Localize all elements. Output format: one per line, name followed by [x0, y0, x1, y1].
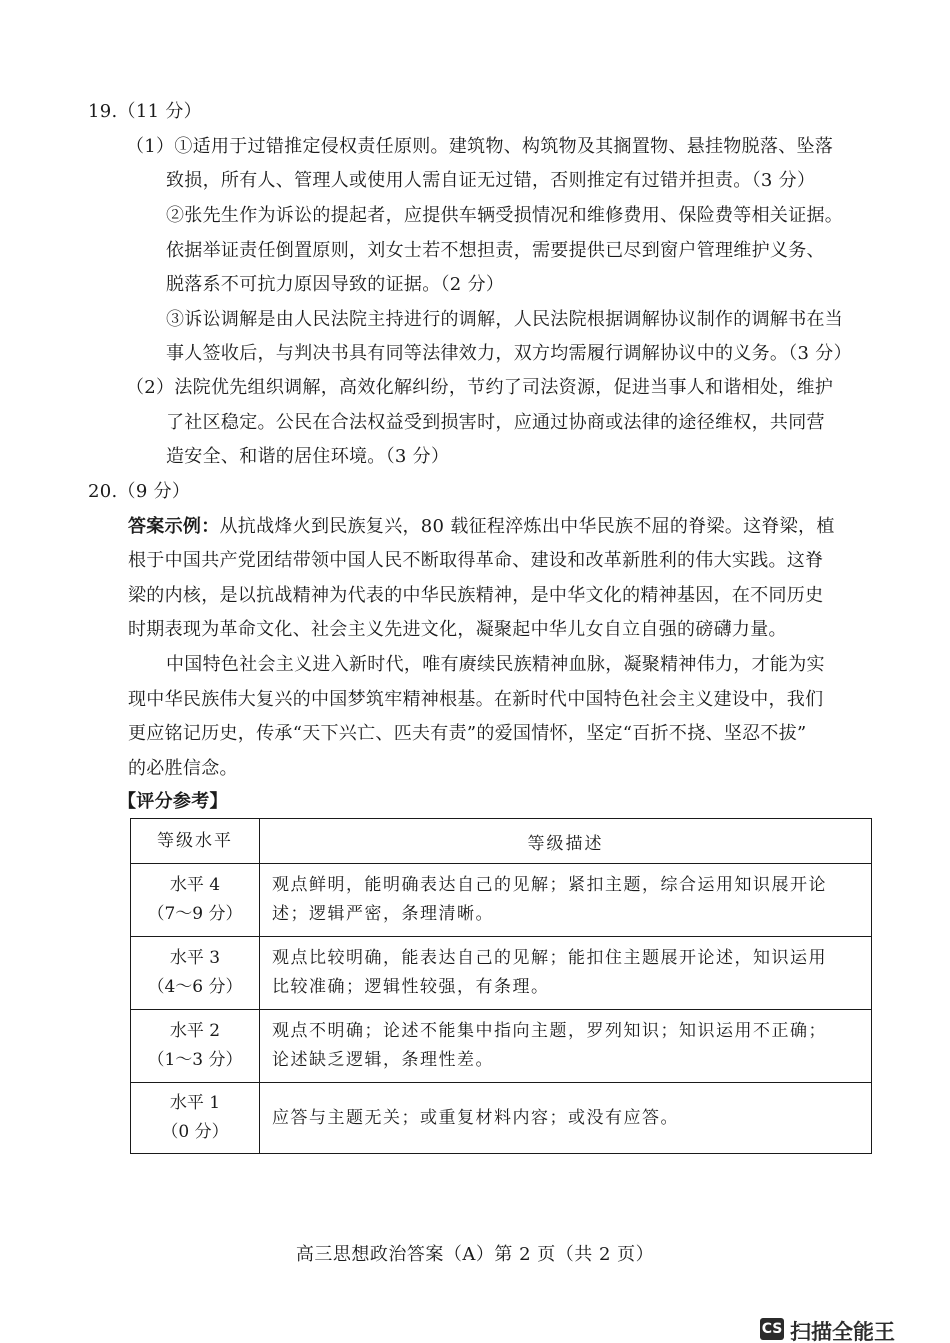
description-line: 观点不明确；论述不能集中指向主题，罗列知识；知识运用不正确； [272, 1021, 827, 1041]
description-cell [260, 937, 872, 1010]
q19-p2-line: （2）法院优先组织调解，高效化解纠纷，节约了司法资源，促进当事人和谐相处，维护 [126, 377, 834, 398]
grading-table [130, 818, 872, 1154]
table-header-description: 等级描述 [260, 819, 872, 864]
description-line: 观点鲜明，能明确表达自己的见解；紧扣主题，综合运用知识展开论 [272, 875, 827, 895]
q19-p1-line: 事人签收后，与判决书具有同等法律效力，双方均需履行调解协议中的义务。（3 分） [166, 343, 852, 364]
grading-reference-title: 【评分参考】 [118, 791, 228, 812]
q19-p1-line: 脱落系不可抗力原因导致的证据。（2 分） [166, 274, 505, 295]
table-header-row [131, 819, 872, 864]
page-footer: 高三思想政治答案（A）第 2 页（共 2 页） [295, 1244, 655, 1265]
level-name: 水平 3 [169, 948, 221, 968]
level-name: 水平 1 [169, 1093, 221, 1113]
table-row [131, 937, 872, 1010]
level-cell [131, 937, 260, 1010]
q20-para1-first-line [128, 515, 835, 539]
description-cell [260, 1010, 872, 1083]
table-row [131, 1010, 872, 1083]
q20-para2-line: 的必胜信念。 [128, 758, 238, 779]
description-line: 论述缺乏逻辑，条理性差。 [272, 1050, 494, 1070]
level-cell [131, 1010, 260, 1083]
q20-para2-line: 中国特色社会主义进入新时代，唯有赓续民族精神血脉，凝聚精神伟力，才能为实 [166, 654, 825, 675]
scanner-logo-icon: CS [760, 1318, 784, 1340]
description-cell [260, 1083, 872, 1154]
q20-para2-line: 现中华民族伟大复兴的中国梦筑牢精神根基。在新时代中国特色社会主义建设中，我们 [128, 689, 824, 710]
level-name: 水平 4 [169, 875, 221, 895]
level-points: （1～3 分） [147, 1050, 243, 1070]
q20-heading: 20.（9 分） [88, 481, 191, 502]
level-name: 水平 2 [169, 1021, 221, 1041]
description-cell [260, 864, 872, 937]
scanner-logo-text: 扫描全能王 [790, 1320, 895, 1343]
description-line: 比较准确；逻辑性较强，有条理。 [272, 977, 550, 997]
q19-p1-line: ②张先生作为诉讼的提起者，应提供车辆受损情况和维修费用、保险费等相关证据。 [166, 205, 844, 226]
q19-p2-line: 造安全、和谐的居住环境。（3 分） [166, 446, 450, 467]
q20-para1-text: 从抗战烽火到民族复兴，80 载征程淬炼出中华民族不屈的脊梁。这脊梁，植 [219, 516, 835, 537]
q19-p1-line: （1）①适用于过错推定侵权责任原则。建筑物、构筑物及其搁置物、悬挂物脱落、坠落 [126, 136, 834, 157]
q19-p1-line: ③诉讼调解是由人民法院主持进行的调解，人民法院根据调解协议制作的调解书在当 [166, 309, 844, 330]
table-row [131, 1083, 872, 1154]
q20-para2-line: 更应铭记历史，传承“天下兴亡、匹夫有责”的爱国情怀，坚定“百折不挠、坚忍不拔” [128, 723, 807, 744]
level-points: （0 分） [161, 1122, 229, 1142]
description-line: 观点比较明确，能表达自己的见解；能扣住主题展开论述，知识运用 [272, 948, 827, 968]
level-points: （7～9 分） [147, 904, 243, 924]
q19-p1-line: 依据举证责任倒置原则，刘女士若不想担责，需要提供已尽到窗户管理维护义务、 [166, 240, 825, 261]
q19-p1-line: 致损，所有人、管理人或使用人需自证无过错，否则推定有过错并担责。（3 分） [166, 170, 816, 191]
table-header-level: 等级水平 [131, 819, 260, 864]
q20-para1-line: 时期表现为革命文化、社会主义先进文化，凝聚起中华儿女自立自强的磅礴力量。 [128, 619, 787, 640]
q19-heading: 19.（11 分） [88, 101, 202, 122]
description-line: 述；逻辑严密，条理清晰。 [272, 904, 494, 924]
level-cell [131, 1083, 260, 1154]
level-points: （4～6 分） [147, 977, 243, 997]
q20-para1-line: 梁的内核，是以抗战精神为代表的中华民族精神，是中华文化的精神基因，在不同历史 [128, 585, 824, 606]
scanner-watermark [760, 1312, 950, 1343]
table-row [131, 864, 872, 937]
q20-para1-line: 根于中国共产党团结带领中国人民不断取得革命、建设和改革新胜利的伟大实践。这脊 [128, 550, 824, 571]
level-cell [131, 864, 260, 937]
answer-example-label: 答案示例： [128, 516, 220, 537]
q19-p2-line: 了社区稳定。公民在合法权益受到损害时，应通过协商或法律的途径维权，共同营 [166, 412, 825, 433]
description-line: 应答与主题无关；或重复材料内容；或没有应答。 [272, 1107, 679, 1128]
